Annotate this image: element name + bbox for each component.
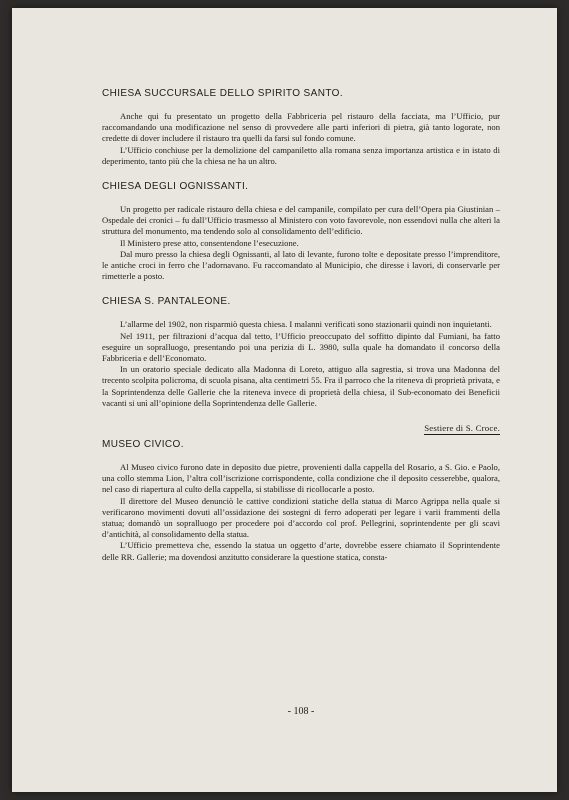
section-title: CHIESA SUCCURSALE DELLO SPIRITO SANTO. [102,88,344,99]
section-title: MUSEO CIVICO. [102,439,184,451]
document-page [12,8,557,792]
paragraph: L’Ufficio conchiuse per la demolizione del campaniletto alla romana senza importanza artistica e in istato di deperimento, tanto più che la chiesa ne ha un altro. [102,144,500,166]
section-spirito-santo [102,88,500,167]
section-title: CHIESA DEGLI OGNISSANTI. [102,181,249,193]
section-ognissanti [102,181,500,282]
sestiere-label: Sestiere di S. Croce. [424,423,500,434]
section-pantaleone [102,296,500,409]
page-number: - 108 - [287,706,315,717]
section-title: CHIESA S. PANTALEONE. [102,296,231,308]
page-content [102,88,500,717]
paragraph: Il direttore del Museo denunciò le cattive condizioni statiche della statua di Marco Agrippa nella quale si verificarono movimenti dovuti all’ossidazione dei sostegni di ferro adoperati per legare i varii frammenti della statua; domandò un sopralluogo per procedere poi d’accordo col prof. Pellegrini, soprintendente per gli scavi d’antichità, al consolidamento della statua. [102,495,500,540]
sestiere-heading [102,423,500,433]
paragraph: L’allarme del 1902, non risparmiò questa chiesa. I malanni verificati sono stazionarii quindi non inquietanti. [120,319,492,330]
paragraph: Il Ministero prese atto, consentendone l’esecuzione. [120,237,299,248]
paragraph: Nel 1911, per filtrazioni d’acqua dal tetto, l’Ufficio preoccupato del soffitto dipinto dal Fumiani, ha fatto eseguire un sopralluogo, presentando poi una perizia di L. 3980, sulla quale ha domandato il concorso della Fabbriceria e dell’Economato. [102,330,500,364]
paragraph: Anche qui fu presentato un progetto della Fabbriceria pel ristauro della facciata, ma l’Ufficio, pur raccomandando una modificazione nel senso di provvedere alle parti inferiori di pietra, già tanto logorate, non credette di dover includere il ristauro tra quelli da farsi sul fondo comune. [102,111,500,144]
paragraph: In un oratorio speciale dedicato alla Madonna di Loreto, attiguo alla sagrestia, si trova una Madonna del trecento scolpita policroma, di scuola pisana, alta centimetri 55. Fra il parroco che la riteneva di proprietà privata, e la Soprintendenza delle Gallerie che la riteneva invece di proprietà della chiesa, il Sub-economato dei Beneficii vacanti si unì all’opinione della Soprintendenza delle Gallerie. [102,364,500,408]
paragraph: Dal muro presso la chiesa degli Ognissanti, al lato di levante, furono tolte e depositate presso l’imprenditore, le antiche croci in ferro che l’adornavano. Fu raccomandato al Municipio, che diresse i lavori, di conservarle per rimetterle a posto. [102,248,500,282]
section-museo-civico [102,439,500,563]
paragraph: Un progetto per radicale ristauro della chiesa e del campanile, compilato per cura dell’Opera pia Giustinian – Ospedale dei cronici – fu dall’Ufficio trasmesso al Ministero con voto favorevole, non essendovi nulla che alteri la struttura del monumento, ma tendendo solo al consolidamento dell’edificio. [102,204,500,237]
paragraph: L’Ufficio premetteva che, essendo la statua un oggetto d’arte, dovrebbe essere chiamato il Soprintendente delle RR. Gallerie; ma dovendosi anzitutto considerare la questione statica, consta- [102,540,500,562]
paragraph: Al Museo civico furono date in deposito due pietre, provenienti dalla cappella del Rosario, a S. Gio. e Paolo, una collo stemma Lion, l’altra coll’iscrizione corrispondente, colla condizione che il deposito cesserebbe, qualora, nel caso di riapertura al culto della cappella, si stabilisse di ricollocarle a posto. [102,462,500,495]
